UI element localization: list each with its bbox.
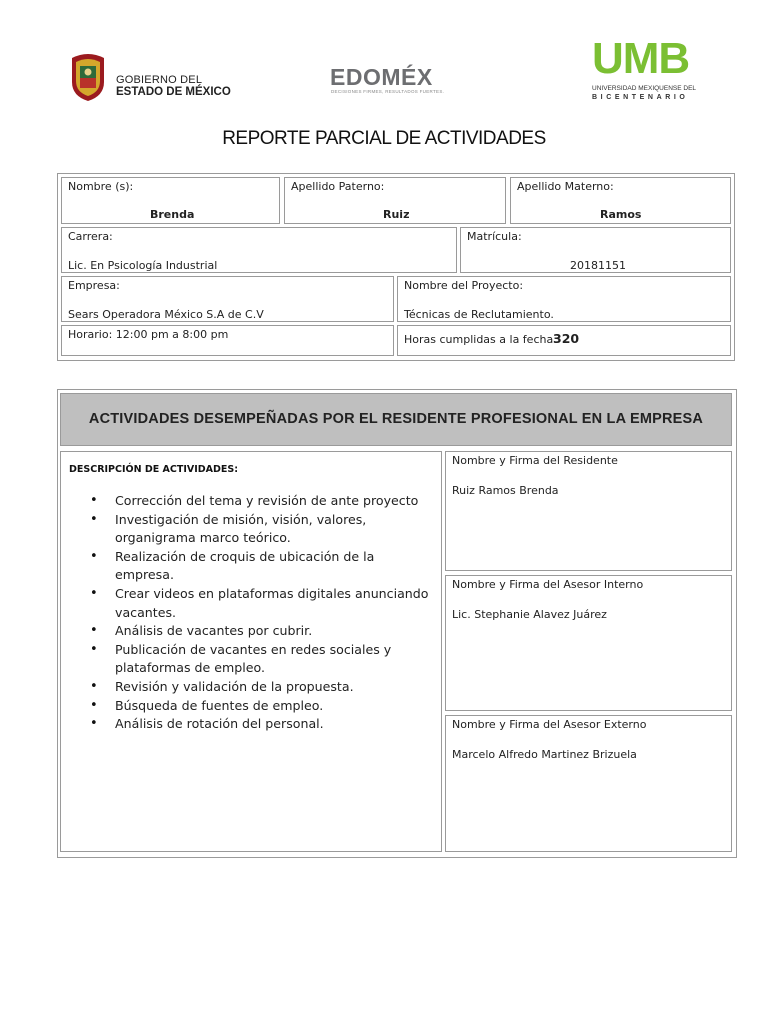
matricula-cell: [460, 227, 731, 273]
gobierno-text: [116, 74, 231, 98]
activities-header-title: ACTIVIDADES DESEMPEÑADAS POR EL RESIDENTE PROFESIONAL EN LA EMPRESA: [88, 411, 704, 427]
matricula-value: 20181151: [570, 259, 626, 272]
horario-text: Horario: 12:00 pm a 8:00 pm: [68, 328, 229, 341]
list-item: • Análisis de rotación del personal.: [115, 715, 437, 734]
edomex-tagline: DECISIONES FIRMES, RESULTADOS FUERTES.: [331, 89, 445, 94]
student-info-form: [57, 173, 735, 361]
asesor-externo-value: Marcelo Alfredo Martinez Brizuela: [452, 748, 637, 761]
activities-description-cell: [60, 451, 442, 852]
residente-signature-cell: [445, 451, 732, 571]
list-item: • Crear videos en plataformas digitales anunciando vacantes.: [115, 585, 437, 622]
proyecto-value: Técnicas de Reclutamiento.: [404, 308, 554, 321]
carrera-cell: [61, 227, 457, 273]
list-item: • Revisión y validación de la propuesta.: [115, 678, 437, 697]
gobierno-line2: ESTADO DE MÉXICO: [116, 86, 231, 98]
edomex-wordmark: EDOMÉX: [330, 64, 433, 90]
apellido-paterno-label: Apellido Paterno:: [291, 180, 385, 193]
horario-cell: [61, 325, 394, 356]
list-item: • Corrección del tema y revisión de ante proyecto: [115, 492, 437, 511]
list-item: • Búsqueda de fuentes de empleo.: [115, 697, 437, 716]
horas-cell: [397, 325, 731, 356]
gobierno-line1: GOBIERNO DEL: [116, 74, 203, 86]
description-heading: DESCRIPCIÓN DE ACTIVIDADES:: [69, 464, 239, 475]
proyecto-label: Nombre del Proyecto:: [404, 279, 524, 292]
activities-header: [60, 393, 732, 446]
list-item: • Investigación de misión, visión, valores, organigrama marco teórico.: [115, 511, 437, 548]
coat-of-arms-icon: [68, 52, 108, 102]
asesor-interno-label: Nombre y Firma del Asesor Interno: [452, 578, 644, 591]
residente-value: Ruiz Ramos Brenda: [452, 484, 559, 497]
carrera-value: Lic. En Psicología Industrial: [68, 259, 218, 272]
nombre-value: Brenda: [150, 208, 195, 221]
nombre-cell: [61, 177, 280, 224]
asesor-interno-value: Lic. Stephanie Alavez Juárez: [452, 608, 607, 621]
umb-line1: UNIVERSIDAD MEXIQUENSE DEL: [592, 85, 697, 92]
residente-label: Nombre y Firma del Residente: [452, 454, 618, 467]
umb-logo: [590, 34, 710, 104]
matricula-label: Matrícula:: [467, 230, 522, 243]
apellido-materno-cell: [510, 177, 731, 224]
asesor-externo-signature-cell: [445, 715, 732, 852]
asesor-interno-signature-cell: [445, 575, 732, 711]
umb-wordmark: UMB: [592, 34, 690, 83]
list-item: • Realización de croquis de ubicación de la empresa.: [115, 548, 437, 585]
asesor-externo-label: Nombre y Firma del Asesor Externo: [452, 718, 647, 731]
apellido-materno-label: Apellido Materno:: [517, 180, 614, 193]
carrera-label: Carrera:: [68, 230, 113, 243]
gobierno-estado-mexico-logo: [66, 52, 236, 104]
edomex-logo: [330, 64, 458, 100]
nombre-label: Nombre (s):: [68, 180, 134, 193]
empresa-label: Empresa:: [68, 279, 120, 292]
list-item: • Análisis de vacantes por cubrir.: [115, 622, 437, 641]
proyecto-cell: [397, 276, 731, 322]
apellido-paterno-value: Ruiz: [383, 208, 410, 221]
empresa-cell: [61, 276, 394, 322]
activities-list: [69, 492, 437, 734]
horas-value: 320: [553, 331, 580, 346]
apellido-paterno-cell: [284, 177, 506, 224]
umb-line2: BICENTENARIO: [592, 94, 689, 101]
list-item: • Publicación de vacantes en redes sociales y plataformas de empleo.: [115, 641, 437, 678]
page-title: REPORTE PARCIAL DE ACTIVIDADES: [222, 128, 546, 149]
horas-label: Horas cumplidas a la fecha:: [404, 333, 557, 346]
empresa-value: Sears Operadora México S.A de C.V: [68, 308, 264, 321]
apellido-materno-value: Ramos: [600, 208, 642, 221]
